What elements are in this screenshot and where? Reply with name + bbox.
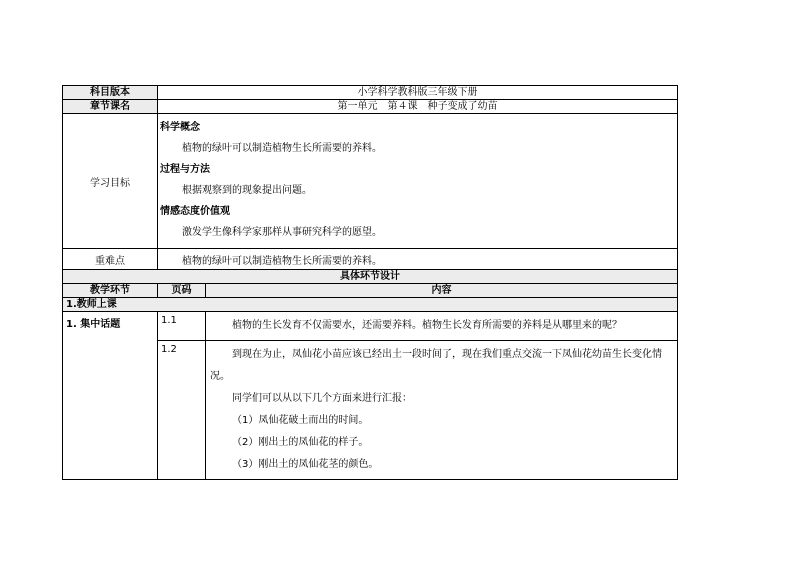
goal-heading-attitude: 情感态度价值观 [160,206,230,217]
goal-text-concept: 植物的绿叶可以制造植物生长所需要的养料。 [182,143,382,154]
goal-heading-concept: 科学概念 [160,122,200,133]
list-item: （1）凤仙花破土而出的时间。 [232,415,369,426]
goals-content [158,114,678,249]
key-points-label: 重难点 [63,249,158,270]
column-header-step: 教学环节 [63,284,158,298]
column-header-code: 页码 [158,284,206,298]
column-header-content: 内容 [206,284,678,298]
subject-version-label: 科目版本 [63,86,158,100]
chapter-value: 第一单元 第４课 种子变成了幼苗 [158,100,678,114]
design-title: 具体环节设计 [63,270,678,284]
section-row [63,298,678,312]
column-header-row [63,284,678,298]
content-text [206,312,678,341]
chapter-row [63,100,678,114]
content-text [206,341,678,480]
goal-text-process: 根据观察到的现象提出问题。 [182,185,312,196]
step-row-1-1 [63,312,678,341]
key-points-row [63,249,678,270]
list-item: （2）刚出土的凤仙花的样子。 [232,437,369,448]
chapter-label: 章节课名 [63,100,158,114]
goals-row [63,114,678,249]
key-points-value: 植物的绿叶可以制造植物生长所需要的养料。 [158,249,678,270]
list-item: （3）刚出土的凤仙花茎的颜色。 [232,459,379,470]
step-name: 1. 集中话题 [63,312,158,480]
subject-version-row [63,86,678,100]
content-paragraph: 到现在为止，凤仙花小苗应该已经出土一段时间了，现在我们重点交流一下凤仙花幼苗生长变化情况。 [210,349,662,382]
subject-version-value: 小学科学教科版三年级下册 [158,86,678,100]
content-paragraph: 同学们可以从以下几个方面来进行汇报： [232,393,412,404]
goal-heading-process: 过程与方法 [160,164,210,175]
page-code: 1.1 [158,312,206,341]
goals-label: 学习目标 [63,114,158,249]
goal-text-attitude: 激发学生像科学家那样从事研究科学的愿望。 [182,227,382,238]
design-title-row [63,270,678,284]
section-title: 1.教师上课 [63,298,678,312]
lesson-plan-table [62,85,678,480]
content-paragraph: 植物的生长发育不仅需要水，还需要养料。植物生长发育所需要的养料是从哪里来的呢？ [232,320,622,331]
page-code: 1.2 [158,341,206,480]
